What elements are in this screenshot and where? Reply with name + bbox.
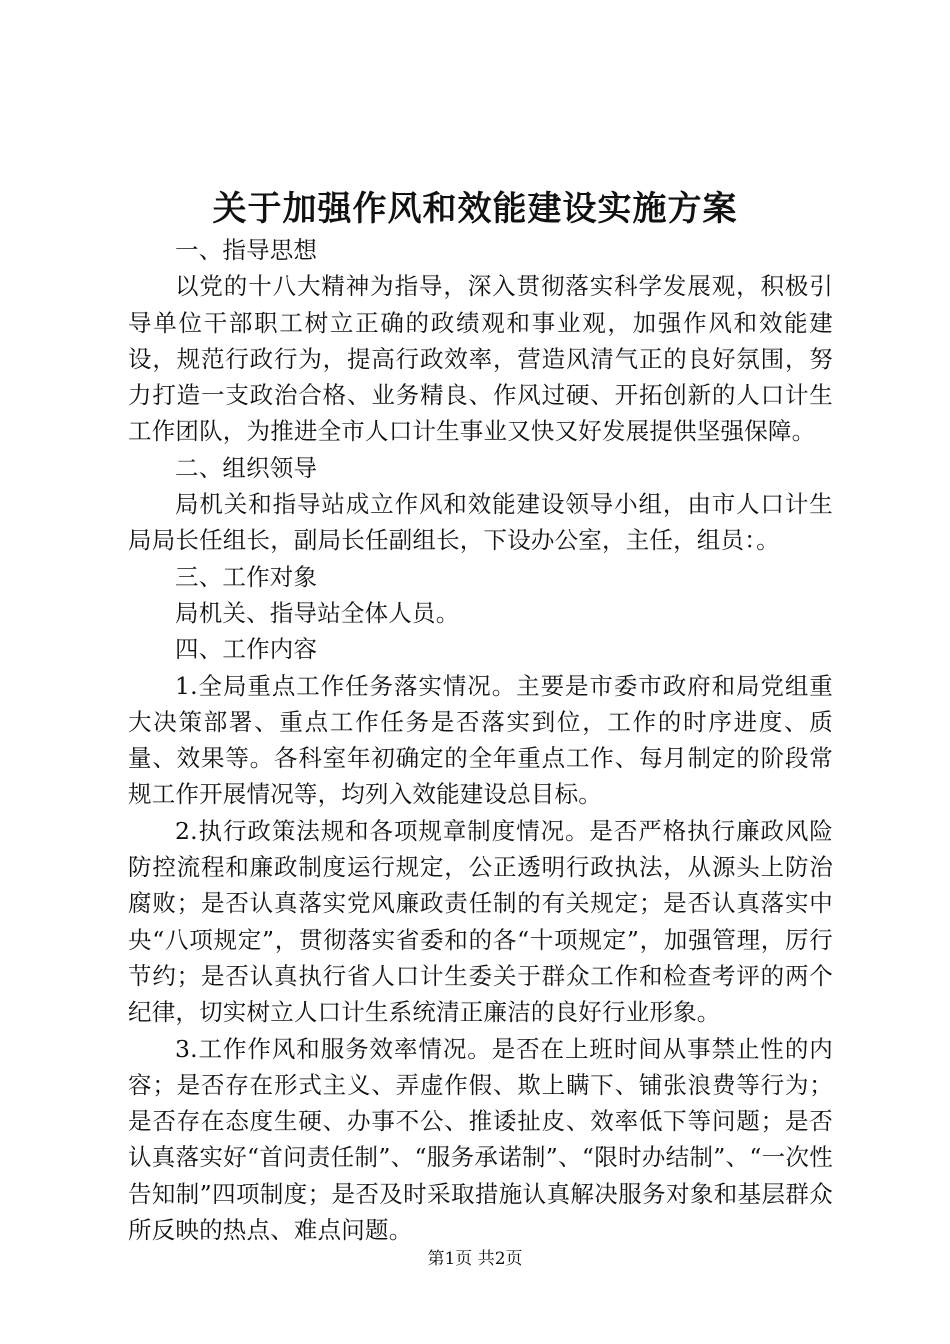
section-paragraph: 2.执行政策法规和各项规章制度情况。是否严格执行廉政风险防控流程和廉政制度运行规定，公正透明行政执法，从源头上防治腐败；是否认真落实党风廉政责任制的有关规定；是否认真落实中央“八项规定”，贯彻落实省委和的各“十项规定”，加强管理，厉行节约；是否认真执行省人口计生委关于群众工作和检查考评的两个纪律，切实树立人口计生系统清正廉洁的良好行业形象。 bbox=[128, 816, 833, 1027]
document-body bbox=[128, 232, 833, 1248]
section-paragraph: 以党的十八大精神为指导，深入贯彻落实科学发展观，积极引导单位干部职工树立正确的政绩观和事业观，加强作风和效能建设，规范行政行为，提高行政效率，营造风清气正的良好氛围，努力打造一支政治合格、业务精良、作风过硬、开拓创新的人口计生工作团队，为推进全市人口计生事业又快又好发展提供坚强保障。 bbox=[128, 272, 833, 446]
page-footer: 第1页 共2页 bbox=[427, 1249, 523, 1269]
document-title: 关于加强作风和效能建设实施方案 bbox=[212, 189, 738, 229]
section-heading: 二、组织领导 bbox=[175, 453, 318, 482]
section-paragraph: 局机关、指导站全体人员。 bbox=[175, 598, 460, 627]
section-heading: 三、工作对象 bbox=[175, 562, 318, 591]
section-heading: 一、指导思想 bbox=[175, 236, 318, 264]
section-paragraph: 1.全局重点工作任务落实情况。主要是市委市政府和局党组重大决策部署、重点工作任务是否落实到位，工作的时序进度、质量、效果等。各科室年初确定的全年重点工作、每月制定的阶段常规工作开展情况等，均列入效能建设总目标。 bbox=[128, 671, 833, 809]
section-paragraph: 3.工作作风和服务效率情况。是否在上班时间从事禁止性的内容；是否存在形式主义、弄虚作假、欺上瞒下、铺张浪费等行为；是否存在态度生硬、办事不公、推诿扯皮、效率低下等问题；是否认真落实好“首问责任制”、“服务承诺制”、“限时办结制”、“一次性告知制”四项制度；是否及时采取措施认真解决服务对象和基层群众所反映的热点、难点问题。 bbox=[128, 1034, 833, 1245]
section-paragraph: 局机关和指导站成立作风和效能建设领导小组，由市人口计生局局长任组长，副局长任副组长，下设办公室，主任，组员：。 bbox=[128, 490, 833, 555]
section-heading: 四、工作内容 bbox=[175, 635, 318, 664]
